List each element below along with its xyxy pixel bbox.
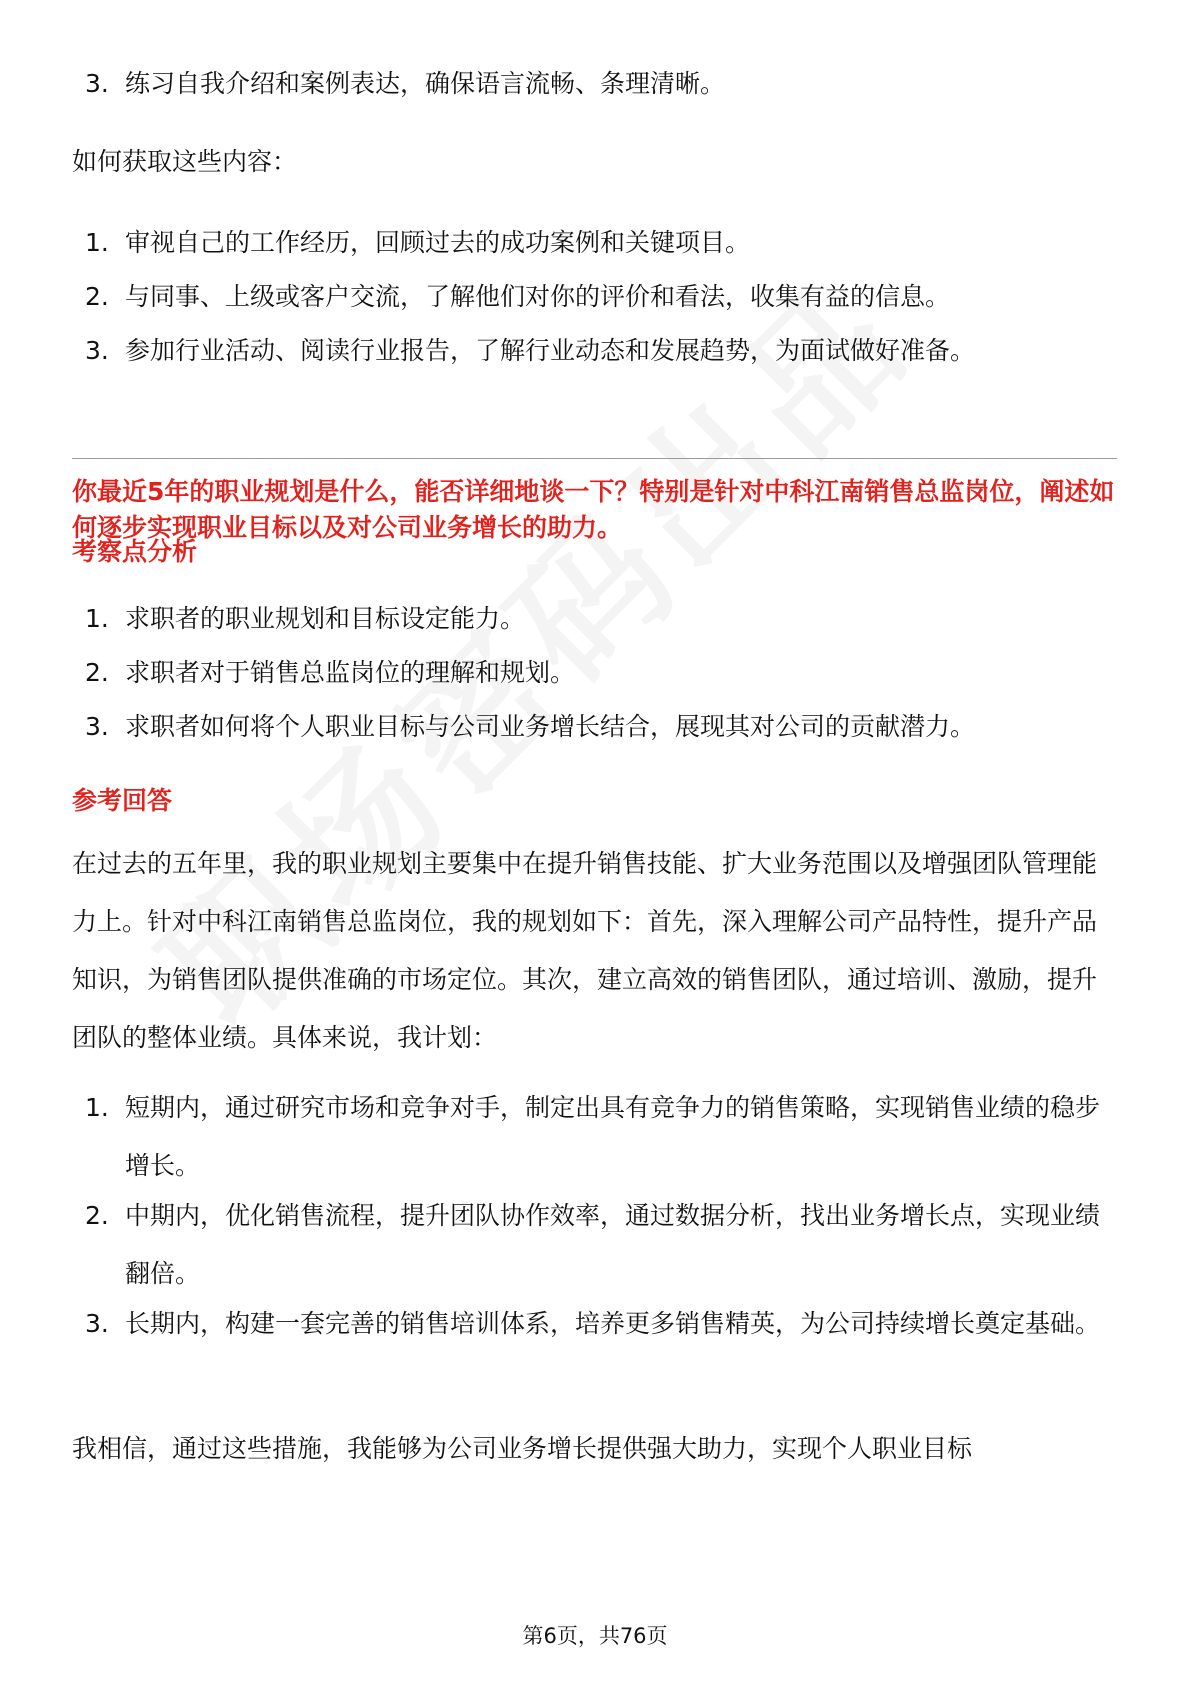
list-item-text: 与同事、上级或客户交流，了解他们对你的评价和看法，收集有益的信息。 <box>125 282 951 311</box>
list-item-number: 3. <box>85 69 109 98</box>
answer-closing: 我相信，通过这些措施，我能够为公司业务增长提供强大助力，实现个人职业目标 <box>72 1434 973 1463</box>
list-item-text: 求职者对于销售总监岗位的理解和规划。 <box>125 658 576 687</box>
list-item-text: 参加行业活动、阅读行业报告，了解行业动态和发展趋势，为面试做好准备。 <box>125 336 976 365</box>
answer-intro: 在过去的五年里，我的职业规划主要集中在提升销售技能、扩大业务范围以及增强团队管理能力上。针对中科江南销售总监岗位，我的规划如下：首先，深入理解公司产品特性，提升产品知识，为销售团队提供准确的市场定位。其次，建立高效的销售团队，通过培训、激励，提升团队的整体业绩。具体来说，我计划： <box>72 849 1098 1052</box>
list-item-number: 1. <box>85 604 109 633</box>
analysis-heading: 考察点分析 <box>72 537 198 566</box>
list-item-number: 3. <box>85 1309 109 1338</box>
page-number: 第6页，共76页 <box>522 1624 668 1648</box>
list-item <box>85 1079 1115 1195</box>
list-item <box>85 1187 1115 1303</box>
list-item <box>85 590 1115 648</box>
list-item <box>85 268 1115 326</box>
list-item-text: 中期内，优化销售流程，提升团队协作效率，通过数据分析，找出业务增长点，实现业绩翻倍。 <box>125 1201 1101 1288</box>
list-item <box>85 55 1115 113</box>
list-item-text: 练习自我介绍和案例表达，确保语言流畅、条理清晰。 <box>125 69 726 98</box>
list-item <box>85 214 1115 272</box>
list-item <box>85 1295 1115 1353</box>
list-item <box>85 644 1115 702</box>
list-item-number: 1. <box>85 228 109 257</box>
section-divider <box>72 458 1117 459</box>
list-item-text: 短期内，通过研究市场和竞争对手，制定出具有竞争力的销售策略，实现销售业绩的稳步增长。 <box>125 1093 1101 1180</box>
list-item-number: 3. <box>85 336 109 365</box>
interview-question: 你最近5年的职业规划是什么，能否详细地谈一下？特别是针对中科江南销售总监岗位，阐述如何逐步实现职业目标以及对公司业务增长的助力。 <box>72 477 1115 542</box>
list-item <box>85 698 1115 756</box>
answer-heading: 参考回答 <box>72 786 173 815</box>
list-item-text: 求职者的职业规划和目标设定能力。 <box>125 604 526 633</box>
list-item-number: 2. <box>85 658 109 687</box>
list-item-text: 长期内，构建一套完善的销售培训体系，培养更多销售精英，为公司持续增长奠定基础。 <box>125 1309 1101 1338</box>
list-item-text: 求职者如何将个人职业目标与公司业务增长结合，展现其对公司的贡献潜力。 <box>125 712 976 741</box>
list-item-number: 2. <box>85 1201 109 1230</box>
list-item-number: 2. <box>85 282 109 311</box>
list-item-text: 审视自己的工作经历，回顾过去的成功案例和关键项目。 <box>125 228 751 257</box>
list-item <box>85 322 1115 380</box>
how-to-get-heading: 如何获取这些内容： <box>72 147 298 176</box>
list-item-number: 1. <box>85 1093 109 1122</box>
list-item-number: 3. <box>85 712 109 741</box>
